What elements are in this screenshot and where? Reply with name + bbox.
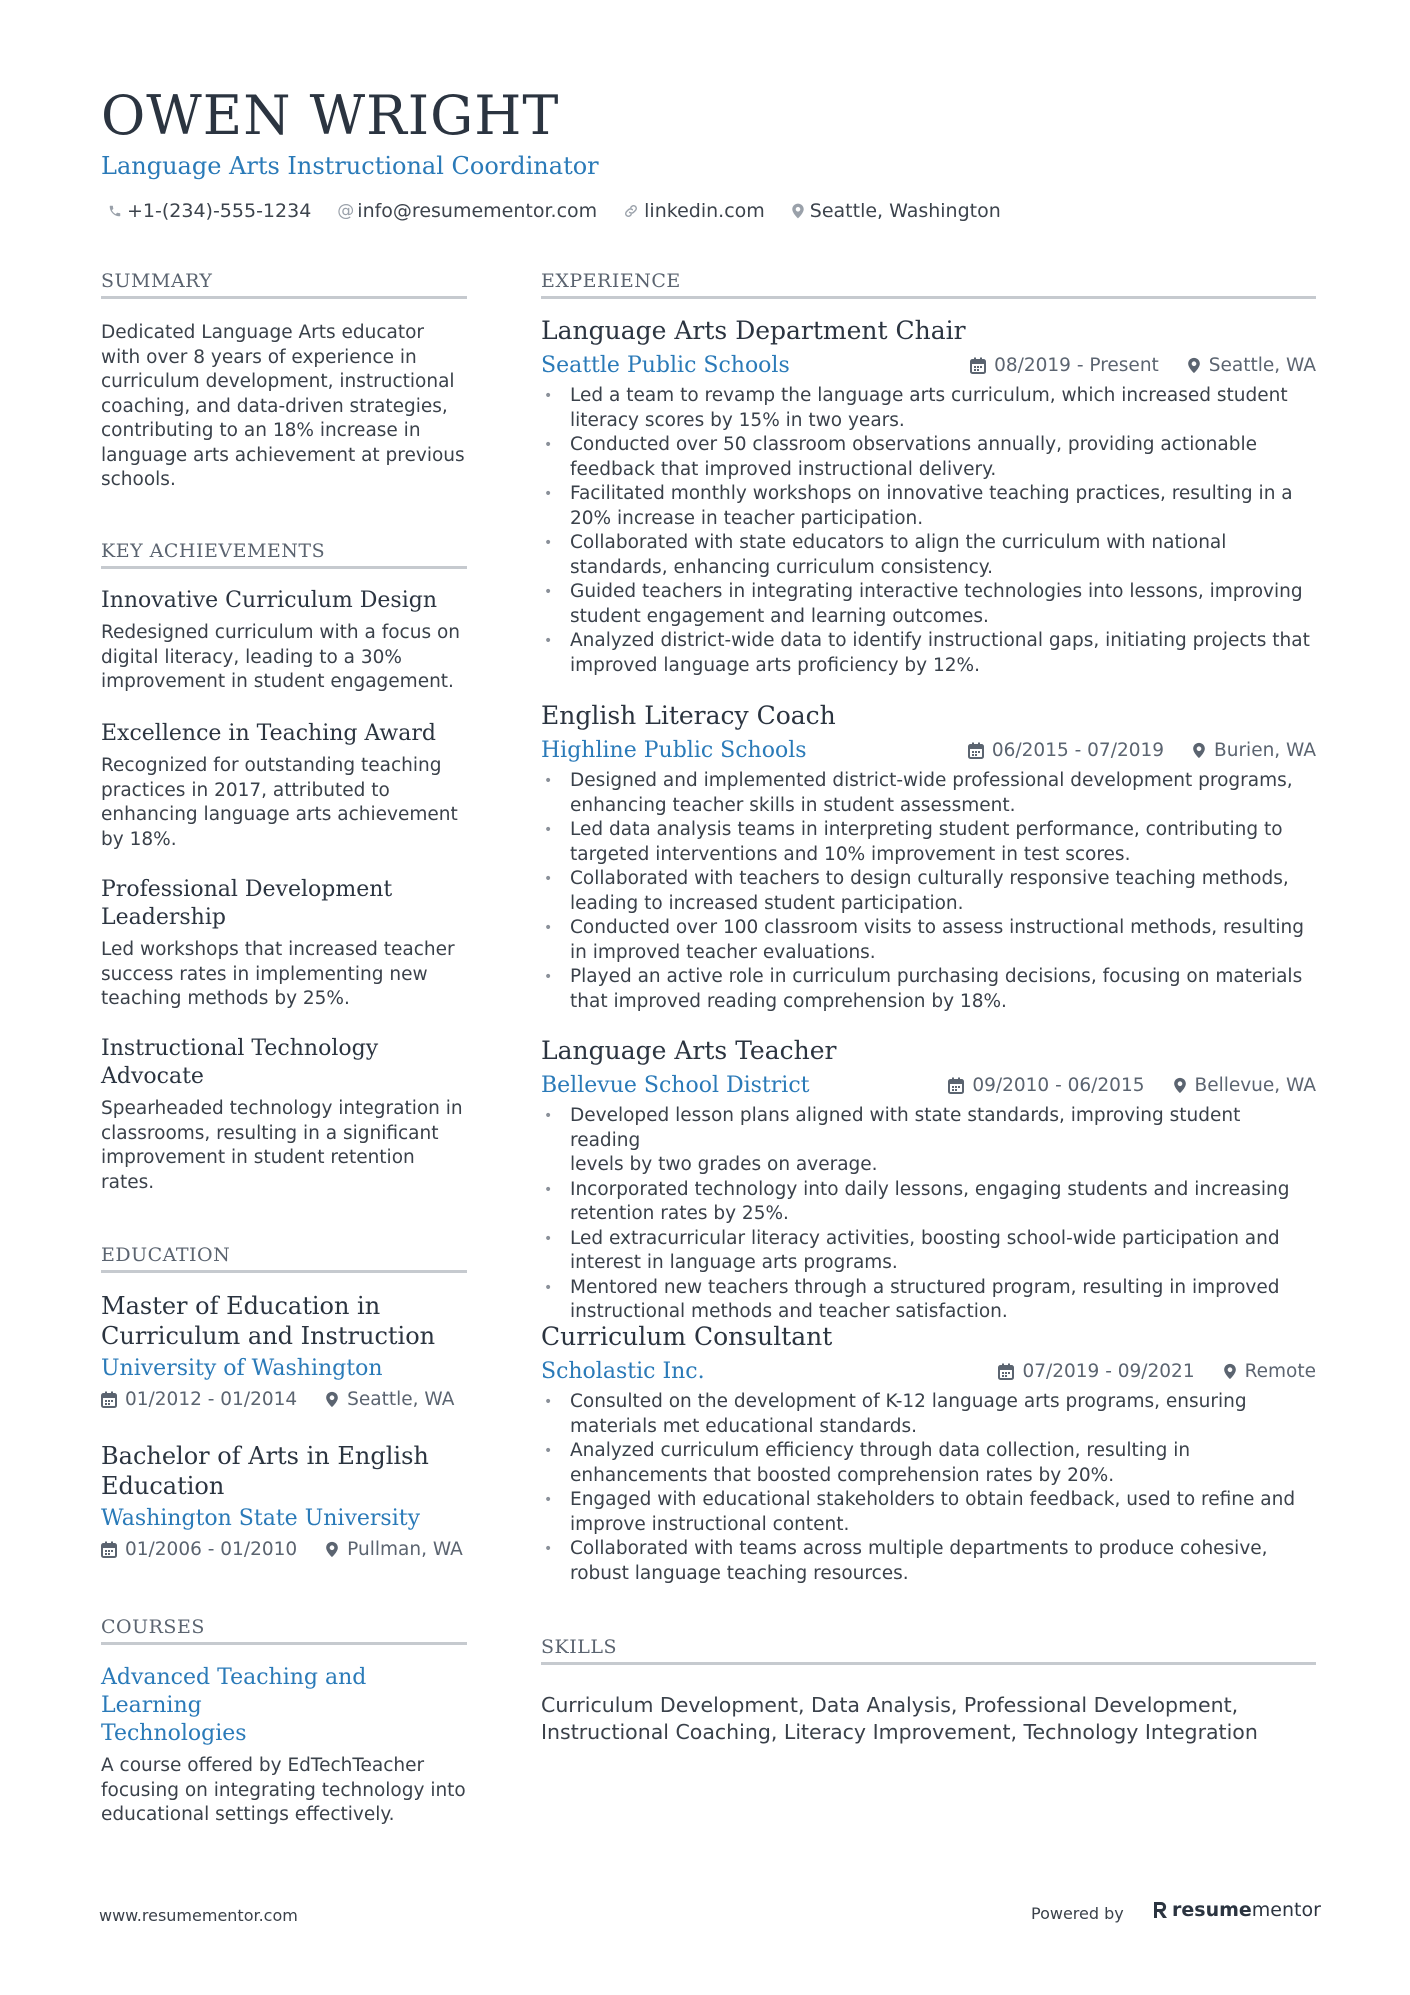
linkedin-text[interactable]: linkedin.com — [644, 200, 765, 222]
desc-line: Spearheaded technology integration in — [101, 1098, 463, 1119]
desc-line: by 18%. — [101, 828, 177, 850]
desc-line: Recognized for outstanding teaching — [101, 755, 442, 776]
bullet: • Facilitated monthly workshops on innovative teaching practices, resulting in a 20% increase in teacher participation. — [541, 482, 1316, 531]
school-name: University of Washington — [101, 1356, 383, 1381]
bullet: • Conducted over 50 classroom observations annually, providing actionable feedback that improved instructional delivery. — [541, 433, 1316, 482]
location-pin-icon — [1192, 742, 1206, 759]
job-meta — [968, 740, 1316, 761]
phone-icon — [108, 204, 122, 218]
bullet: • Designed and implemented district-wide professional development programs, enhancing teacher skills in student assessment. — [541, 769, 1316, 818]
education-location: Pullman, WA — [347, 1539, 463, 1560]
phone-text[interactable]: +1-(234)-555-1234 — [127, 200, 312, 222]
job-meta — [970, 355, 1316, 376]
degree-title: Education — [101, 1472, 225, 1500]
company-name: Highline Public Schools — [541, 738, 807, 763]
location-pin-icon — [1173, 1077, 1187, 1094]
degree-title: Bachelor of Arts in English — [101, 1442, 429, 1470]
desc-line: improvement in student engagement. — [101, 671, 454, 692]
location-pin-icon — [325, 1391, 339, 1408]
education-dates: 01/2012 - 01/2014 — [125, 1389, 298, 1410]
achievement-desc — [101, 621, 467, 695]
contact-phone — [108, 200, 311, 222]
contact-location — [791, 200, 1001, 222]
skills-rule — [541, 1662, 1316, 1665]
brand-logo[interactable] — [1152, 1899, 1321, 1921]
email-text[interactable]: info@resumementor.com — [357, 200, 598, 222]
job-title: English Literacy Coach — [541, 701, 836, 730]
summary-rule — [101, 296, 467, 299]
bullet: • Collaborated with teams across multiple departments to produce cohesive, robust language teaching resources. — [541, 1537, 1316, 1586]
bullet: • Led data analysis teams in interpreting student performance, contributing to targeted interventions and 10% improvement in test scores. — [541, 818, 1316, 867]
job-location: Bellevue, WA — [1194, 1075, 1316, 1096]
achievement-title: Advocate — [101, 1064, 204, 1089]
skills-heading: SKILLS — [541, 1636, 617, 1658]
company-name: Bellevue School District — [541, 1073, 810, 1098]
bullet: • Analyzed district-wide data to identify instructional gaps, initiating projects that improved language arts proficiency by 12%. — [541, 629, 1316, 678]
course-item — [101, 1664, 467, 1828]
job-meta — [998, 1361, 1316, 1382]
brand-name-thin: mentor — [1251, 1899, 1321, 1921]
education-item — [101, 1291, 467, 1410]
job-entry — [541, 1036, 1316, 1325]
achievement-item — [101, 876, 467, 1012]
education-meta — [101, 1389, 467, 1410]
desc-line: focusing on integrating technology into — [101, 1779, 466, 1801]
education-location: Seattle, WA — [347, 1389, 455, 1410]
achievements-rule — [101, 566, 467, 569]
job-dates: 07/2019 - 09/2021 — [1022, 1361, 1195, 1382]
achievement-title: Professional Development — [101, 877, 393, 902]
experience-heading: EXPERIENCE — [541, 270, 681, 292]
location-pin-icon — [1187, 357, 1201, 374]
bullet: • Played an active role in curriculum purchasing decisions, focusing on materials that improved reading comprehension by 18%. — [541, 965, 1316, 1014]
summary-line: language arts achievement at previous — [101, 444, 465, 466]
desc-line: Led workshops that increased teacher — [101, 939, 455, 960]
job-bullets — [541, 769, 1316, 1014]
job-meta-row — [541, 738, 1316, 763]
achievement-desc — [101, 938, 467, 1012]
education-dates: 01/2006 - 01/2010 — [125, 1539, 298, 1560]
education-item — [101, 1441, 467, 1560]
job-title: Language Arts Department Chair — [541, 316, 966, 345]
summary-line: with over 8 years of experience in — [101, 346, 417, 368]
calendar-icon — [948, 1077, 964, 1094]
candidate-name: OWEN WRIGHT — [101, 84, 560, 147]
contact-linkedin — [623, 200, 765, 222]
job-dates: 08/2019 - Present — [994, 355, 1159, 376]
desc-line: rates. — [101, 1171, 155, 1193]
job-location: Burien, WA — [1214, 740, 1316, 761]
skills-text — [541, 1692, 1316, 1746]
bullet: • Conducted over 100 classroom visits to assess instructional methods, resulting in improved teacher evaluations. — [541, 916, 1316, 965]
bullet: • Analyzed curriculum efficiency through data collection, resulting in enhancements that boosted comprehension rates by 20%. — [541, 1439, 1316, 1488]
location-text: Seattle, Washington — [809, 200, 1001, 222]
summary-line: Dedicated Language Arts educator — [101, 322, 425, 343]
degree-title: Curriculum and Instruction — [101, 1322, 436, 1350]
desc-line: improvement in student retention — [101, 1147, 415, 1168]
bullet: • Incorporated technology into daily lessons, engaging students and increasing retention rates by 25%. — [541, 1178, 1316, 1227]
achievement-title: Excellence in Teaching Award — [101, 721, 436, 746]
link-icon — [623, 203, 639, 219]
course-title: Advanced Teaching and Learning — [101, 1665, 367, 1718]
job-meta-row — [541, 353, 1316, 378]
job-bullets — [541, 1390, 1316, 1586]
bullet: • Collaborated with state educators to align the curriculum with national standards, enhancing curriculum consistency. — [541, 531, 1316, 580]
candidate-title: Language Arts Instructional Coordinator — [101, 152, 599, 180]
contact-bar — [108, 200, 1027, 222]
desc-line: enhancing language arts achievement — [101, 804, 458, 825]
summary-line: schools. — [101, 469, 176, 490]
summary-text — [101, 321, 467, 493]
education-heading: EDUCATION — [101, 1244, 231, 1266]
calendar-icon — [101, 1391, 117, 1408]
bullet: • Led extracurricular literacy activities, boosting school-wide participation and interest in language arts programs. — [541, 1227, 1316, 1276]
job-bullets — [541, 1104, 1316, 1325]
achievement-title: Leadership — [101, 905, 226, 930]
bullet: • Collaborated with teachers to design culturally responsive teaching methods, leading to increased student participation. — [541, 867, 1316, 916]
achievement-title: Innovative Curriculum Design — [101, 588, 437, 613]
education-rule — [101, 1270, 467, 1273]
bullet: • Developed lesson plans aligned with state standards, improving student reading levels by two grades on average. — [541, 1104, 1316, 1178]
job-title: Language Arts Teacher — [541, 1036, 837, 1065]
job-dates: 06/2015 - 07/2019 — [991, 740, 1165, 761]
achievement-item — [101, 720, 467, 852]
job-title: Curriculum Consultant — [541, 1322, 833, 1351]
desc-line: teaching methods by 25%. — [101, 988, 350, 1009]
skills-line: Instructional Coaching, Literacy Improvement, Technology Integration — [541, 1720, 1258, 1744]
skills-line: Curriculum Development, Data Analysis, Professional Development, — [541, 1693, 1239, 1717]
job-meta-row — [541, 1073, 1316, 1098]
at-icon: @ — [337, 201, 355, 221]
achievement-title: Instructional Technology — [101, 1036, 379, 1061]
footer-url[interactable]: www.resumementor.com — [99, 1906, 298, 1925]
calendar-icon — [970, 357, 986, 374]
achievement-desc — [101, 1097, 467, 1195]
location-pin-icon — [1223, 1363, 1237, 1380]
desc-line: digital literacy, leading to a 30% — [101, 646, 402, 668]
job-entry — [541, 701, 1316, 1014]
desc-line: practices in 2017, attributed to — [101, 779, 390, 801]
achievement-item — [101, 1035, 467, 1195]
bullet: • Mentored new teachers through a structured program, resulting in improved instructional methods and teacher satisfaction. — [541, 1276, 1316, 1325]
calendar-icon — [968, 742, 984, 759]
bullet: • Consulted on the development of K-12 language arts programs, ensuring materials met educational standards. — [541, 1390, 1316, 1439]
location-pin-icon — [325, 1541, 339, 1558]
resumementor-logo-icon — [1152, 1900, 1168, 1920]
desc-line: success rates in implementing new — [101, 963, 428, 985]
job-meta-row — [541, 1359, 1316, 1384]
achievement-desc — [101, 754, 467, 852]
bullet: • Guided teachers in integrating interactive technologies into lessons, improving student engagement and learning outcomes. — [541, 580, 1316, 629]
job-meta — [948, 1075, 1316, 1096]
calendar-icon — [101, 1541, 117, 1558]
location-pin-icon — [791, 203, 805, 219]
job-bullets — [541, 384, 1316, 678]
company-name: Seattle Public Schools — [541, 353, 790, 378]
education-meta — [101, 1539, 467, 1560]
desc-line: A course offered by EdTechTeacher — [101, 1755, 425, 1776]
job-entry — [541, 316, 1316, 678]
calendar-icon — [998, 1363, 1014, 1380]
company-name: Scholastic Inc. — [541, 1359, 705, 1384]
courses-heading: COURSES — [101, 1616, 205, 1638]
summary-heading: SUMMARY — [101, 270, 213, 292]
courses-rule — [101, 1642, 467, 1645]
school-name: Washington State University — [101, 1506, 420, 1531]
summary-line: contributing to an 18% increase in — [101, 420, 421, 441]
contact-email — [337, 200, 597, 222]
job-dates: 09/2010 - 06/2015 — [972, 1075, 1145, 1096]
desc-line: Redesigned curriculum with a focus on — [101, 622, 461, 643]
bullet: • Engaged with educational stakeholders to obtain feedback, used to refine and improve instructional content. — [541, 1488, 1316, 1537]
job-location: Remote — [1244, 1361, 1316, 1382]
desc-line: educational settings effectively. — [101, 1804, 395, 1825]
course-title: Technologies — [101, 1721, 247, 1746]
course-desc — [101, 1754, 467, 1828]
bullet: • Led a team to revamp the language arts curriculum, which increased student literacy scores by 15% in two years. — [541, 384, 1316, 433]
job-location: Seattle, WA — [1208, 355, 1316, 376]
achievements-heading: KEY ACHIEVEMENTS — [101, 540, 326, 562]
footer-powered-by: Powered by — [1031, 1904, 1124, 1923]
brand-name-bold: resume — [1172, 1899, 1252, 1921]
achievement-item — [101, 587, 467, 695]
desc-line: classrooms, resulting in a significant — [101, 1122, 439, 1144]
degree-title: Master of Education in — [101, 1292, 381, 1320]
job-entry — [541, 1322, 1316, 1586]
summary-line: curriculum development, instructional — [101, 371, 455, 392]
summary-line: coaching, and data-driven strategies, — [101, 395, 448, 417]
experience-rule — [541, 296, 1316, 299]
